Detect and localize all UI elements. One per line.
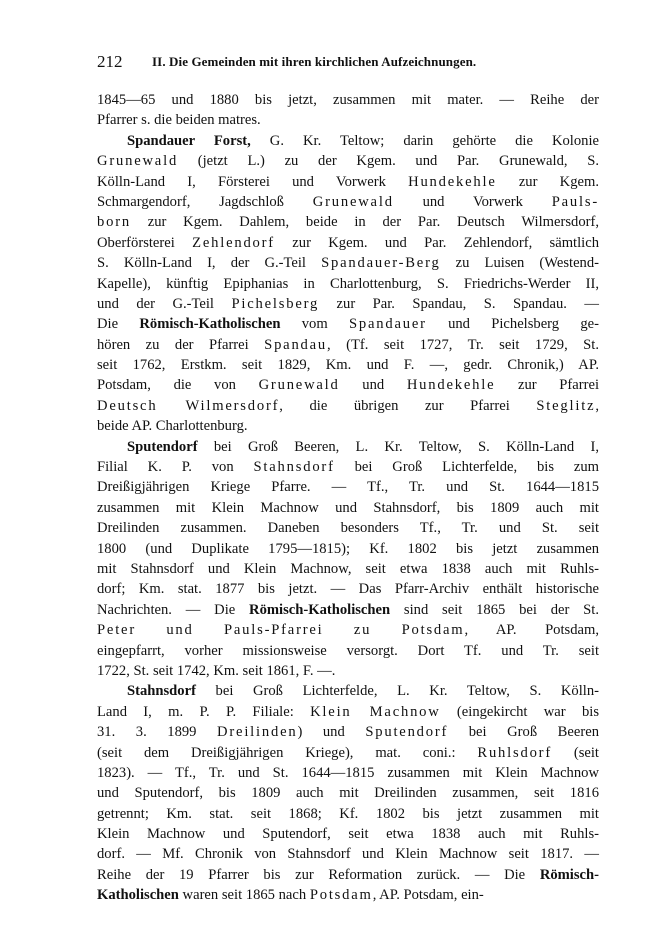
bold-heading-text: Römisch-Katholischen (139, 316, 281, 333)
text-line (97, 151, 599, 171)
text-run: seit 1762, Erstkm. seit 1829, Km. und F. —, gedr. Chronik,) AP. (97, 357, 599, 374)
text-line (97, 804, 599, 824)
spaced-name-text: Spandauer (348, 316, 427, 333)
text-run: 1823). — Tf., Tr. und St. 1644—1815 zusammen mit Klein Machnow (97, 764, 599, 781)
spaced-name-text: Spandauer-Berg (321, 255, 441, 272)
text-line (97, 233, 599, 253)
text-line (97, 865, 599, 885)
text-run: getrennt; Km. stat. seit 1868; Kf. 1802 bis jetzt zusammen mit (97, 805, 599, 822)
spaced-name-text: Dreilinden (217, 724, 298, 741)
text-run: Die (97, 316, 140, 333)
spaced-name-text: Pichelsberg (231, 295, 320, 312)
spaced-name-text: Hundekehle (408, 173, 497, 190)
text-run: Land I, m. P. P. Filiale: (97, 703, 311, 720)
text-line (97, 212, 599, 232)
text-run: bei Groß Beeren (448, 724, 599, 741)
bold-heading-text: Sputendorf (127, 438, 198, 455)
text-run: und Vorwerk (393, 193, 552, 210)
text-line (97, 110, 599, 130)
text-run: dorf; Km. stat. 1877 bis jetzt. — Das Pfarr-Archiv enthält historische (97, 581, 599, 598)
text-line (97, 722, 599, 742)
text-run: S. Kölln-Land I, der G.-Teil (97, 255, 322, 272)
text-run: Reihe der 19 Pfarrer bis zur Reformation zurück. — Die (97, 866, 540, 883)
text-line (97, 498, 599, 518)
text-run: Dreißigjährigen Kriege Pfarre. — Tf., Tr. und St. 1644—1815 (97, 479, 599, 496)
spaced-name-text: born (97, 214, 131, 231)
text-run: hören zu der Pfarrei (97, 336, 265, 353)
spaced-name-text: Grunewald (258, 377, 340, 394)
text-run: zusammen mit Klein Machnow und Stahnsdorf, bis 1809 auch mit (97, 499, 599, 516)
spaced-name-text: Stahnsdorf (253, 459, 335, 476)
text-line (97, 885, 599, 905)
text-line (97, 335, 599, 355)
text-line (97, 559, 599, 579)
text-run: (jetzt L.) zu der Kgem. und Par. Grunewald, S. (178, 153, 599, 170)
text-run: zur Par. Spandau, S. Spandau. — (319, 295, 600, 312)
text-run: eingepfarrt, vorher missionsweise versorgt. Dort Tf. und Tr. seit (97, 642, 599, 659)
text-run: G. Kr. Teltow; darin gehörte die Kolonie (250, 132, 599, 149)
text-run: Potsdam, die von (97, 377, 259, 394)
paragraph (97, 131, 599, 437)
text-run: , AP. Potsdam, ein- (372, 887, 484, 904)
text-line (97, 579, 599, 599)
text-run: Dreilinden zusammen. Daneben besonders Tf., Tr. und St. seit (97, 520, 599, 537)
text-line (97, 396, 599, 416)
text-run: Nachrichten. — Die (97, 601, 250, 618)
text-run: (seit (552, 744, 599, 761)
text-line (97, 477, 599, 497)
text-line (97, 661, 599, 681)
text-run: mit Stahnsdorf und Klein Machnow, seit etwa 1838 auch mit Ruhls- (97, 560, 599, 577)
text-run: , (595, 397, 600, 414)
text-run: und der G.-Teil (97, 295, 232, 312)
spaced-name-text: Potsdam (309, 887, 373, 904)
text-line (97, 253, 599, 273)
text-line (97, 824, 599, 844)
text-line (97, 314, 599, 334)
text-run: bei Groß Lichterfelde, bis zum (334, 459, 599, 476)
text-run: zur Kgem. (496, 173, 599, 190)
bold-heading-text: Katholischen (97, 887, 179, 904)
text-run: dorf. — Mf. Chronik von Stahnsdorf und Klein Machnow seit 1817. — (97, 846, 599, 863)
bold-heading-text: Stahnsdorf (127, 683, 196, 700)
spaced-name-text: Pauls- (551, 193, 600, 210)
page-body (97, 90, 599, 906)
text-run: Kölln-Land I, Försterei und Vorwerk (97, 173, 409, 190)
text-run: Oberförsterei (97, 234, 193, 251)
text-line (97, 457, 599, 477)
spaced-name-text: Zehlendorf (192, 234, 275, 251)
text-line (97, 437, 599, 457)
text-run: 1845—65 und 1880 bis jetzt, zusammen mit mater. — Reihe der (97, 92, 599, 108)
spaced-name-text: Steglitz (536, 397, 596, 414)
text-run: Kapelle), künftig Epiphanias in Charlottenburg, S. Friedrichs-Werder II, (97, 275, 599, 292)
spaced-name-text: Hundekehle (406, 377, 496, 394)
text-line (97, 90, 599, 110)
text-run: zu Luisen (Westend- (440, 255, 599, 272)
text-run: vom (280, 316, 349, 333)
text-line (97, 375, 599, 395)
text-run: 1722, St. seit 1742, Km. seit 1861, F. —. (97, 662, 336, 679)
paragraph (97, 681, 599, 905)
text-run: bei Groß Beeren, L. Kr. Teltow, S. Kölln-Land I, (197, 438, 599, 455)
text-run: zur Kgem. und Par. Zehlendorf, sämtlich (274, 234, 599, 251)
text-run: und Sputendorf, bis 1809 auch mit Dreilinden zusammen, seit 1816 (97, 785, 599, 802)
text-run: ) und (297, 724, 366, 741)
text-run: , (Tf. seit 1727, Tr. seit 1729, St. (327, 336, 600, 353)
text-line (97, 743, 599, 763)
text-run: Filial K. P. von (97, 459, 254, 476)
text-line (97, 600, 599, 620)
text-line (97, 416, 599, 436)
spaced-name-text: Grunewald (97, 153, 179, 170)
text-line (97, 702, 599, 722)
text-line (97, 294, 599, 314)
paragraph (97, 437, 599, 682)
text-run: zur Kgem. Dahlem, beide in der Par. Deutsch Wilmersdorf, (130, 214, 599, 231)
text-line (97, 620, 599, 640)
text-run: sind seit 1865 bei der St. (390, 601, 599, 618)
text-line (97, 355, 599, 375)
bold-heading-text: Römisch- (539, 866, 599, 883)
text-line (97, 518, 599, 538)
text-run: 31. 3. 1899 (97, 724, 218, 741)
text-run: Klein Machnow und Sputendorf, seit etwa 1838 auch mit Ruhls- (97, 826, 599, 843)
spaced-name-text: Grunewald (312, 193, 394, 210)
page-number: 212 (97, 52, 123, 71)
text-run: und (339, 377, 407, 394)
text-line (97, 763, 599, 783)
text-run: Schmargendorf, Jagdschloß (97, 193, 313, 210)
text-run: beide AP. Charlottenburg. (97, 418, 248, 435)
spaced-name-text: Ruhlsdorf (477, 744, 552, 761)
spaced-name-text: Sputendorf (365, 724, 449, 741)
text-line (97, 641, 599, 661)
text-run: , AP. Potsdam, (464, 622, 599, 639)
text-line (97, 172, 599, 192)
text-line (97, 681, 599, 701)
text-run: Pfarrer s. die beiden matres. (97, 112, 261, 129)
text-run: , die übrigen zur Pfarrei (279, 397, 537, 414)
page-header (97, 52, 597, 74)
spaced-name-text: Deutsch Wilmersdorf (97, 397, 280, 414)
text-line (97, 844, 599, 864)
spaced-name-text: Peter und Pauls-Pfarrei zu Potsdam (97, 622, 465, 639)
text-run: zur Pfarrei (495, 377, 600, 394)
running-title: II. Die Gemeinden mit ihren kirchlichen Aufzeichnungen. (152, 54, 477, 69)
spaced-name-text: Spandau (264, 336, 328, 353)
text-run: 1800 (und Duplikate 1795—1815); Kf. 1802 bis jetzt zusammen (97, 540, 599, 557)
text-line (97, 539, 599, 559)
text-run: (seit dem Dreißigjährigen Kriege), mat. coni.: (97, 744, 478, 761)
spaced-name-text: Klein Machnow (310, 703, 441, 720)
text-line (97, 131, 599, 151)
text-line (97, 192, 599, 212)
text-run: und Pichelsberg ge- (426, 316, 599, 333)
text-line (97, 274, 599, 294)
paragraph (97, 90, 599, 131)
bold-heading-text: Römisch-Katholischen (249, 601, 391, 618)
bold-heading-text: Spandauer Forst, (127, 132, 251, 149)
text-run: bei Groß Lichterfelde, L. Kr. Teltow, S. Kölln- (195, 683, 599, 700)
text-run: (eingekircht war bis (440, 703, 599, 720)
text-line (97, 783, 599, 803)
text-run: waren seit 1865 nach (178, 887, 310, 904)
